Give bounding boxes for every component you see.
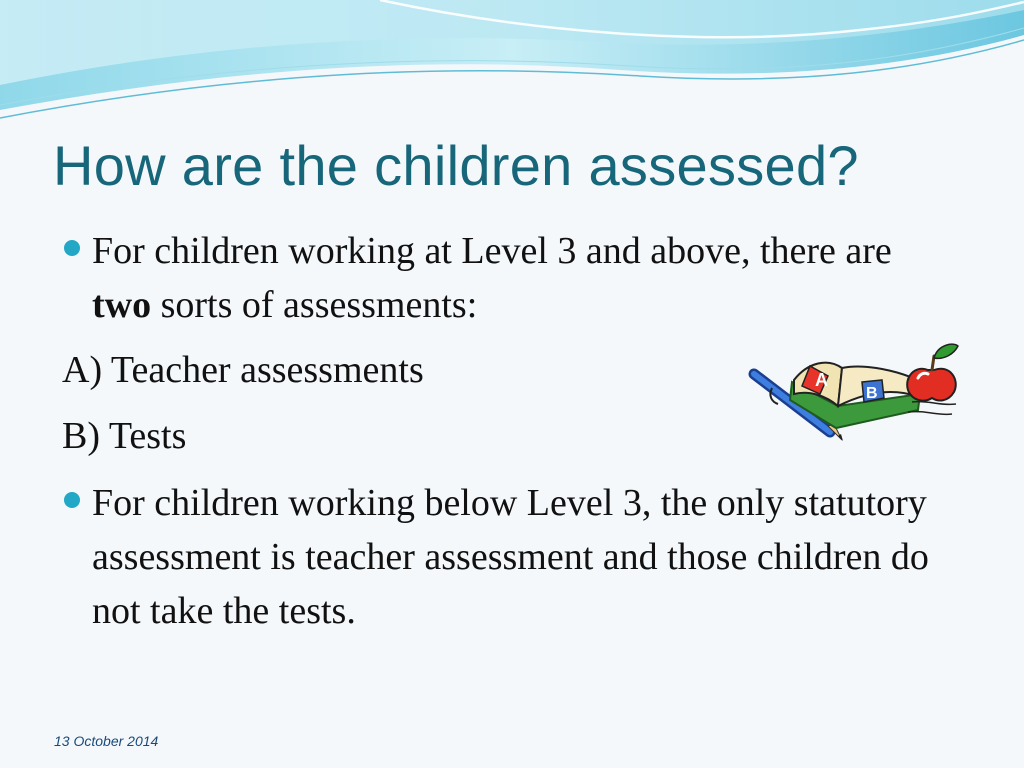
bullet-dot-icon [64, 240, 80, 256]
apple-icon [907, 344, 958, 400]
book-pencil-apple-clipart [742, 336, 964, 446]
bullet-item-below-level3 [64, 476, 954, 638]
book-letter-a: A [815, 370, 828, 390]
bullet-text: For children working at Level 3 and above, there are two sorts of assessments: [92, 230, 892, 326]
slide-date: 13 October 2014 [54, 733, 159, 749]
emphasis-two: two [92, 284, 152, 326]
header-wave-decoration [0, 0, 1024, 125]
book-letter-b: B [866, 385, 878, 402]
bullet-item-level3-above [64, 224, 954, 332]
teacher-assessments-line: A) Teacher assessments [62, 349, 424, 391]
bullet-dot-icon [64, 492, 80, 508]
tests-line: B) Tests [62, 415, 187, 457]
slide-title: How are the children assessed? [53, 134, 859, 197]
bullet-text: For children working below Level 3, the only statutory assessment is teacher assessment and those children do not take the tests. [92, 482, 929, 632]
